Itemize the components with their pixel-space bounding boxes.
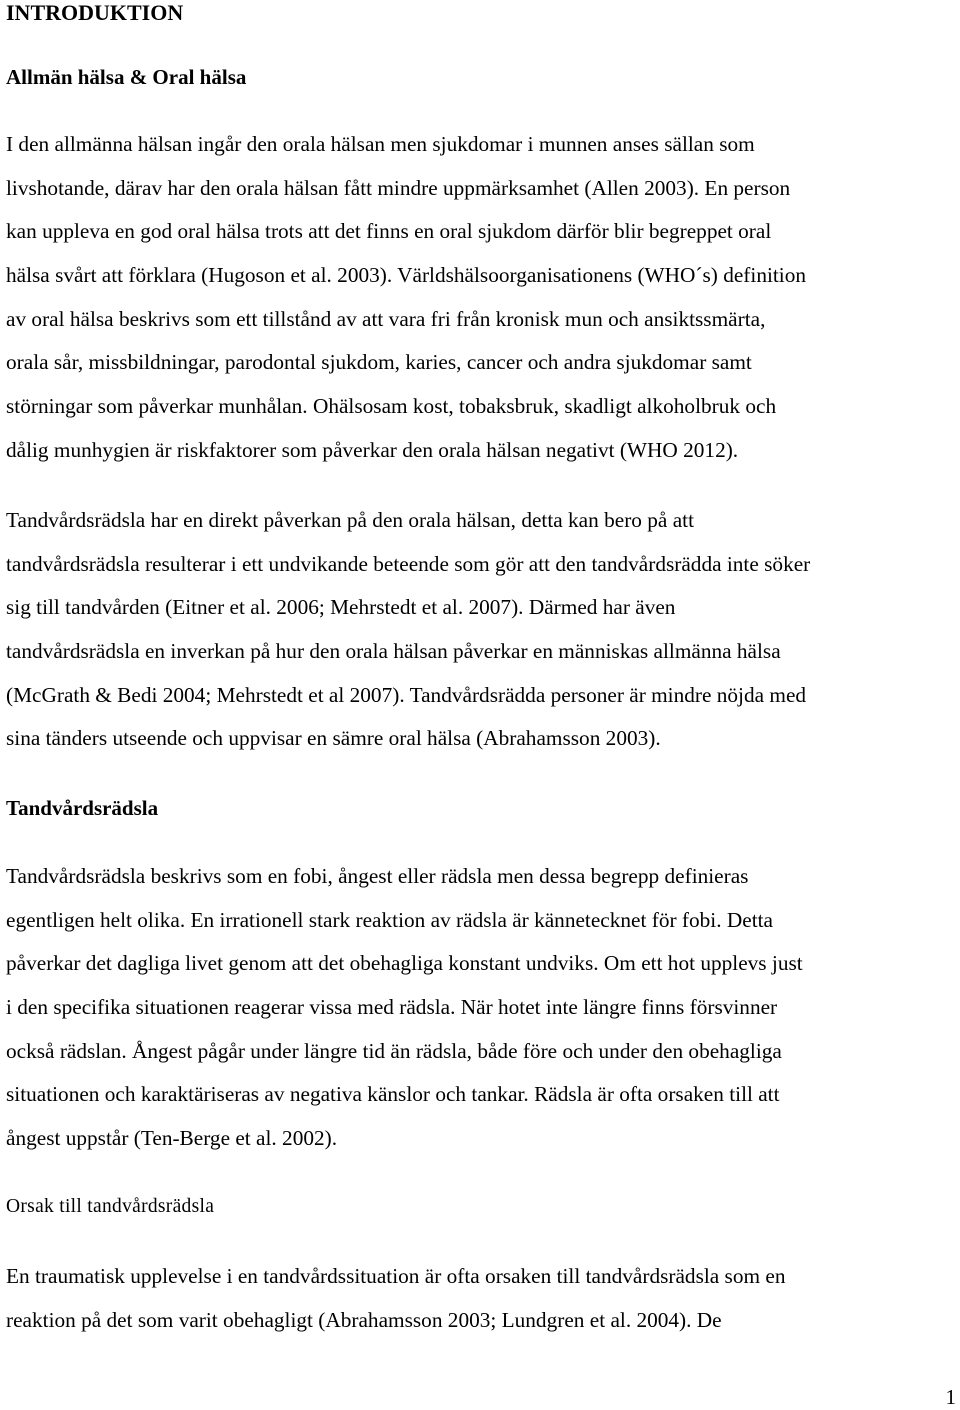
paragraph-line: tandvårdsrädsla en inverkan på hur den orala hälsan påverkar en människas allmänna hälsa xyxy=(6,639,781,664)
paragraph-tandvardsradsla-paverkan xyxy=(6,507,960,769)
paragraph-line: tandvårdsrädsla resulterar i ett undvikande beteende som gör att den tandvårdsrädda inte söker xyxy=(6,551,811,576)
paragraph-line: ångest uppstår (Ten-Berge et al. 2002). xyxy=(6,1126,338,1151)
paragraph-line: (McGrath & Bedi 2004; Mehrstedt et al 2007). Tandvårdsrädda personer är mindre nöjda med xyxy=(6,682,807,707)
paragraph-orsak xyxy=(6,1263,960,1350)
paragraph-line: påverkar det dagliga livet genom att det obehagliga konstant undviks. Om ett hot upplevs just xyxy=(6,951,803,976)
paragraph-line: hälsa svårt att förklara (Hugoson et al. 2003). Världshälsoorganisationens (WHO´s) definition xyxy=(6,263,807,288)
paragraph-line: av oral hälsa beskrivs som ett tillstånd av att vara fri från kronisk mun och ansiktssmärta, xyxy=(6,306,766,331)
document-title: INTRODUKTION xyxy=(6,0,184,25)
paragraph-line: livshotande, därav har den orala hälsan fått mindre uppmärksamhet (Allen 2003). En person xyxy=(6,175,791,200)
section-heading-orsak: Orsak till tandvårdsrädsla xyxy=(6,1196,215,1217)
paragraph-line: situationen och karaktäriseras av negativa känslor och tankar. Rädsla är ofta orsaken till att xyxy=(6,1082,780,1107)
paragraph-line: också rädslan. Ångest pågår under längre tid än rädsla, både före och under den obehagliga xyxy=(6,1038,782,1063)
paragraph-line: reaktion på det som varit obehagligt (Abrahamsson 2003; Lundgren et al. 2004). De xyxy=(6,1307,722,1332)
paragraph-tandvardsradsla-definition xyxy=(6,863,960,1169)
paragraph-line: dålig munhygien är riskfaktorer som påverkar den orala hälsan negativt (WHO 2012). xyxy=(6,437,739,462)
paragraph-line: orala sår, missbildningar, parodontal sjukdom, karies, cancer och andra sjukdomar samt xyxy=(6,350,752,375)
section-heading-tandvardsradsla: Tandvårdsrädsla xyxy=(6,796,159,820)
paragraph-line: I den allmänna hälsan ingår den orala hälsan men sjukdomar i munnen anses sällan som xyxy=(6,132,755,156)
paragraph-line: sig till tandvården (Eitner et al. 2006; Mehrstedt et al. 2007). Därmed har även xyxy=(6,595,676,620)
paragraph-line: egentligen helt olika. En irrationell stark reaktion av rädsla är kännetecknet för fobi. Detta xyxy=(6,907,773,932)
paragraph-oral-halsa xyxy=(6,131,960,481)
paragraph-line: Tandvårdsrädsla beskrivs som en fobi, ångest eller rädsla men dessa begrepp definieras xyxy=(6,864,749,888)
paragraph-line: Tandvårdsrädsla har en direkt påverkan på den orala hälsan, detta kan bero på att xyxy=(6,508,694,532)
paragraph-line: sina tänders utseende och uppvisar en sämre oral hälsa (Abrahamsson 2003). xyxy=(6,726,661,751)
page-number: 1 xyxy=(945,1385,956,1409)
paragraph-line: En traumatisk upplevelse i en tandvårdssituation är ofta orsaken till tandvårdsrädsla som en xyxy=(6,1264,786,1288)
paragraph-line: kan uppleva en god oral hälsa trots att det finns en oral sjukdom därför blir begreppet oral xyxy=(6,219,772,244)
paragraph-line: i den specifika situationen reagerar vissa med rädsla. När hotet inte längre finns försvinner xyxy=(6,995,778,1020)
section-heading-allman-halsa: Allmän hälsa & Oral hälsa xyxy=(6,65,247,89)
paragraph-line: störningar som påverkar munhålan. Ohälsosam kost, tobaksbruk, skadligt alkoholbruk och xyxy=(6,394,777,419)
